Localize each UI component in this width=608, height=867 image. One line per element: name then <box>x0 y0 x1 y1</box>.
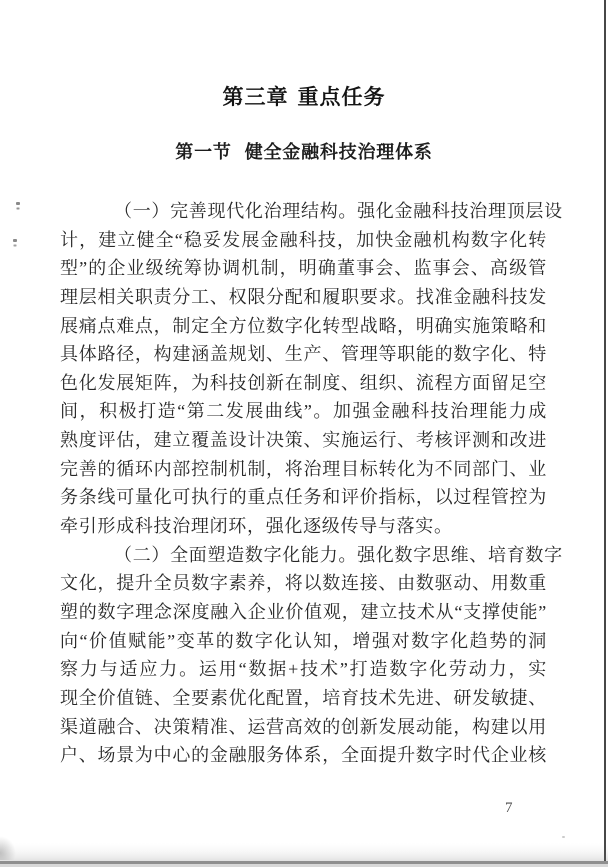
body-line: 熟度评估，建立覆盖设计决策、实施运行、考核评测和改进 <box>60 430 547 451</box>
body-line: 色化发展矩阵，为科技创新在制度、组织、流程方面留足空 <box>60 372 547 393</box>
body-line: 牵引形成科技治理闭环，强化逐级传导与落实。 <box>60 516 453 537</box>
body-line: （一）完善现代化治理结构。强化金融科技治理顶层设 <box>114 201 563 221</box>
ink-speck <box>562 836 565 838</box>
body-line: 理层相关职责分工、权限分配和履职要求。找准金融科技发 <box>60 286 547 307</box>
body-line: 务条线可量化可执行的重点任务和评价指标，以过程管控为 <box>60 487 547 508</box>
body-line: 塑的数字理念深度融入企业价值观，建立技术从“支撑使能” <box>60 601 547 622</box>
body-line: 完善的循环内部控制机制，将治理目标转化为不同部门、业 <box>60 458 547 479</box>
chapter-title: 重点任务 <box>297 86 386 109</box>
body-line: 文化，提升全员数字素养，将以数连接、由数驱动、用数重 <box>60 573 547 594</box>
chapter-number: 第三章 <box>222 86 289 109</box>
body-line: 具体路径，构建涵盖规划、生产、管理等职能的数字化、特 <box>60 344 547 365</box>
body-line: 向“价值赋能”变革的数字化认知，增强对数字化趋势的洞 <box>60 630 547 651</box>
body-line: 现全价值链、全要素优化配置，培育技术先进、研发敏捷、 <box>60 687 547 708</box>
section-number: 第一节 <box>175 142 232 162</box>
scan-bottom-shadow <box>0 843 608 861</box>
ink-speck <box>13 239 17 242</box>
body-line: 型”的企业级统筹协调机制，明确董事会、监事会、高级管 <box>60 258 547 279</box>
page-number: 7 <box>505 800 513 816</box>
document-body <box>60 197 563 770</box>
body-line: 渠道融合、决策精准、运营高效的创新发展动能，构建以用 <box>60 716 547 737</box>
chapter-heading <box>0 81 608 111</box>
body-line: 察力与适应力。运用“数据+技术”打造数字化劳动力，实 <box>60 659 547 680</box>
section-title: 健全金融科技治理体系 <box>244 142 433 162</box>
body-line: 户、场景为中心的金融服务体系，全面提升数字时代企业核 <box>60 745 547 766</box>
section-heading <box>0 138 608 164</box>
body-line: 展痛点难点，制定全方位数字化转型战略，明确实施策略和 <box>60 315 547 336</box>
body-line: 计，建立健全“稳妥发展金融科技，加快金融机构数字化转 <box>60 229 547 250</box>
ink-speck <box>16 202 20 205</box>
scan-edge-line <box>604 0 606 862</box>
body-line: （二）全面塑造数字化能力。强化数字思维、培育数字 <box>114 544 563 565</box>
body-line: 间，积极打造“第二发展曲线”。加强金融科技治理能力成 <box>60 401 547 422</box>
